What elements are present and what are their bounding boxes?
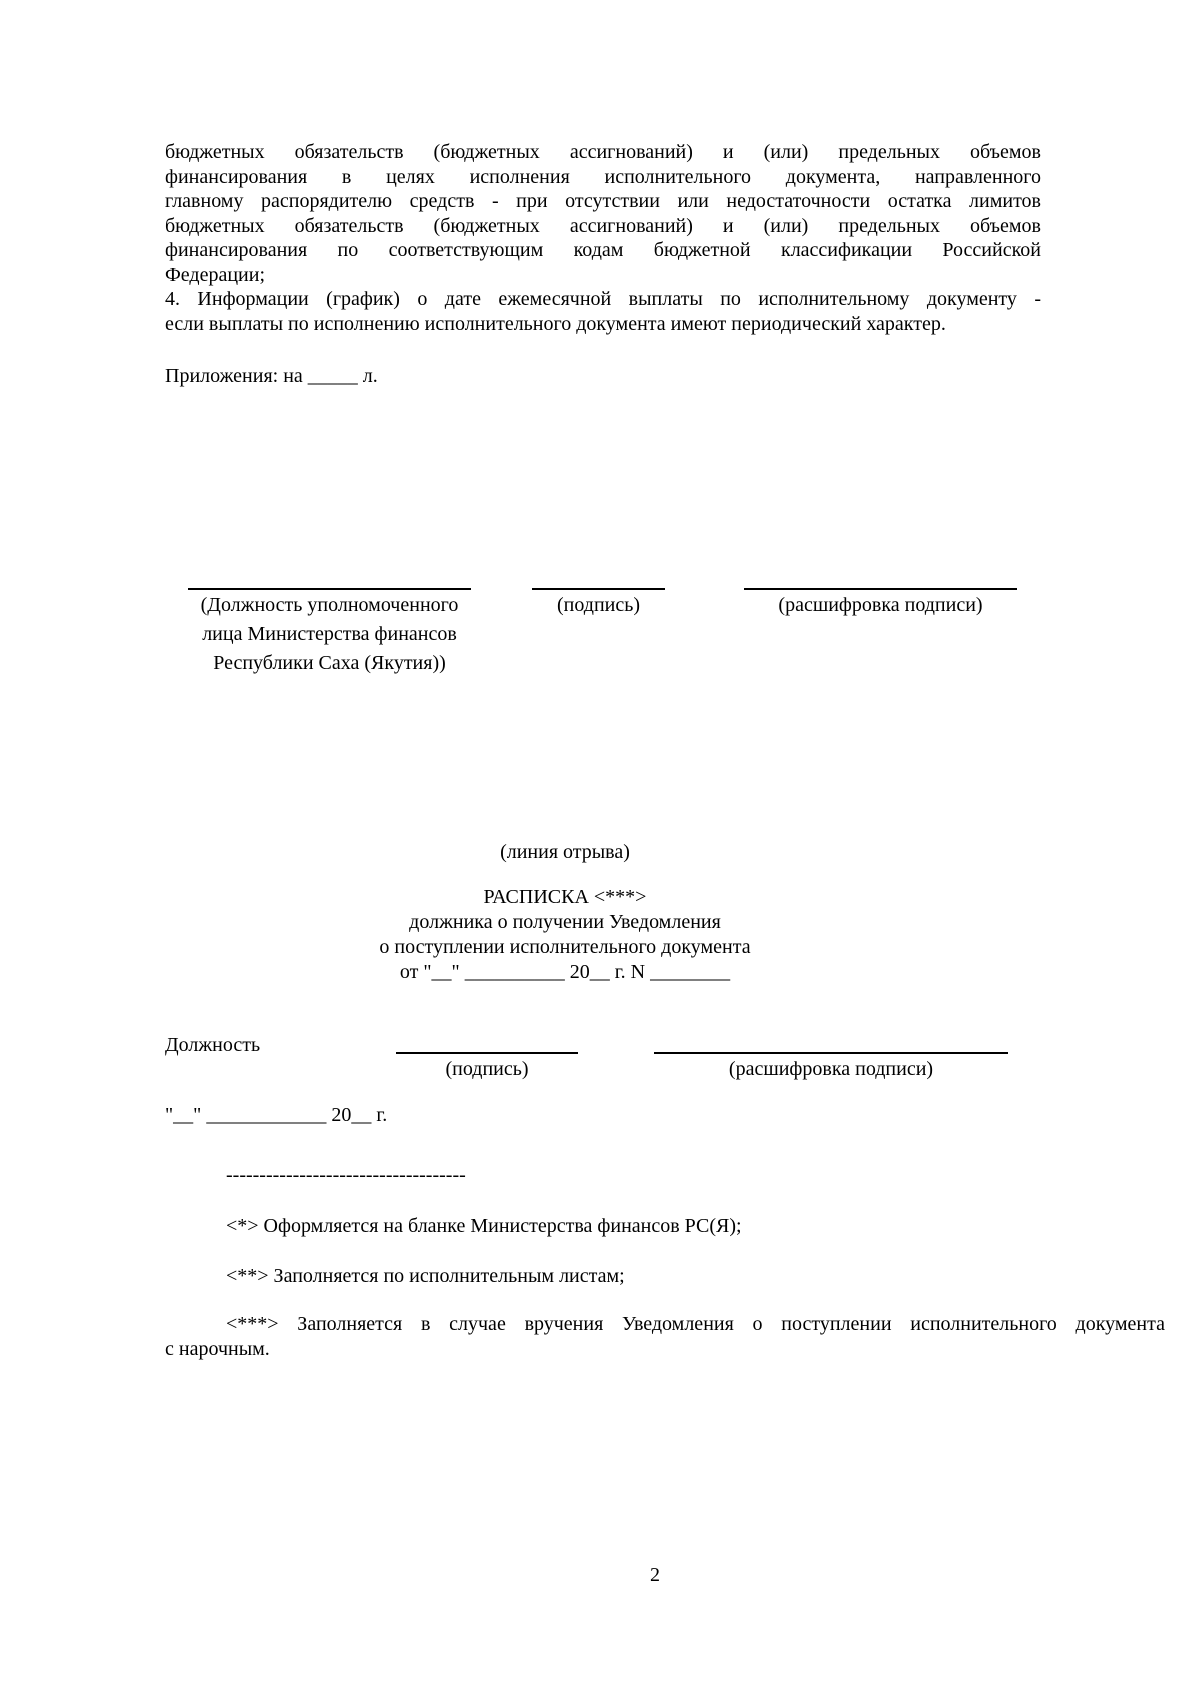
signature-line — [744, 588, 1017, 590]
ministry-transcript-column — [744, 588, 1017, 619]
body-text-line: если выплаты по исполнению исполнительного документа имеют периодический характер. — [165, 312, 946, 335]
position-label: Должность — [165, 1034, 261, 1056]
signature-line — [188, 588, 471, 590]
footnote-triple-asterisk — [165, 1312, 1165, 1361]
footnote-asterisk: <*> Оформляется на бланке Министерства финансов РС(Я); — [226, 1215, 742, 1237]
tear-line-label: (линия отрыва) — [500, 841, 630, 863]
body-text-line: финансирования по соответствующим кодам бюджетной классификации Российской — [165, 239, 1041, 261]
transcript-label: (расшифровка подписи) — [728, 1058, 934, 1080]
receipt-date-number-line: от "__" __________ 20__ г. N ________ — [399, 961, 731, 983]
signature-label: (подпись) — [445, 1058, 529, 1080]
footnote-separator: ------------------------------------ — [226, 1164, 466, 1186]
footnote-double-asterisk: <**> Заполняется по исполнительным листам; — [226, 1265, 625, 1287]
signature-line — [654, 1052, 1008, 1054]
body-text-line: главному распорядителю средств - при отсутствии или недостаточности остатка лимитов — [165, 190, 1041, 212]
receipt-section — [165, 840, 965, 985]
receipt-title: РАСПИСКА <***> — [483, 886, 647, 908]
footnote-line: с нарочным. — [165, 1337, 270, 1360]
body-text-line: 4. Информации (график) о дате ежемесячной выплаты по исполнительному документу - — [165, 288, 1041, 310]
receipt-transcript-column — [654, 1052, 1008, 1083]
receipt-signature-column — [396, 1052, 578, 1083]
receipt-subtitle-line: о поступлении исполнительного документа — [379, 936, 751, 958]
signature-line — [532, 588, 665, 590]
position-label-line: лица Министерства финансов — [202, 623, 457, 645]
signature-line — [396, 1052, 578, 1054]
attachments-line: Приложения: на _____ л. — [165, 365, 378, 387]
position-label-line: (Должность уполномоченного — [200, 594, 459, 616]
transcript-label: (расшифровка подписи) — [778, 594, 983, 616]
body-text-line: бюджетных обязательств (бюджетных ассигнований) и (или) предельных объемов — [165, 214, 1041, 237]
page-number: 2 — [650, 1564, 660, 1586]
ministry-position-column — [188, 588, 471, 677]
position-label-line: Республики Саха (Якутия)) — [213, 652, 446, 674]
receipt-subtitle-line: должника о получении Уведомления — [409, 911, 721, 933]
main-paragraph — [165, 140, 1041, 336]
body-text-line: финансирования в целях исполнения исполнительного документа, направленного — [165, 165, 1041, 188]
signature-label: (подпись) — [556, 594, 641, 616]
body-text-line: бюджетных обязательств (бюджетных ассигнований) и (или) предельных объемов — [165, 141, 1041, 163]
footnote-line: <***> Заполняется в случае вручения Уведомления о поступлении исполнительного документа — [226, 1313, 1165, 1335]
body-text-line: Федерации; — [165, 263, 266, 286]
receipt-date-line: "__" ____________ 20__ г. — [165, 1104, 388, 1126]
ministry-signature-column — [532, 588, 665, 619]
